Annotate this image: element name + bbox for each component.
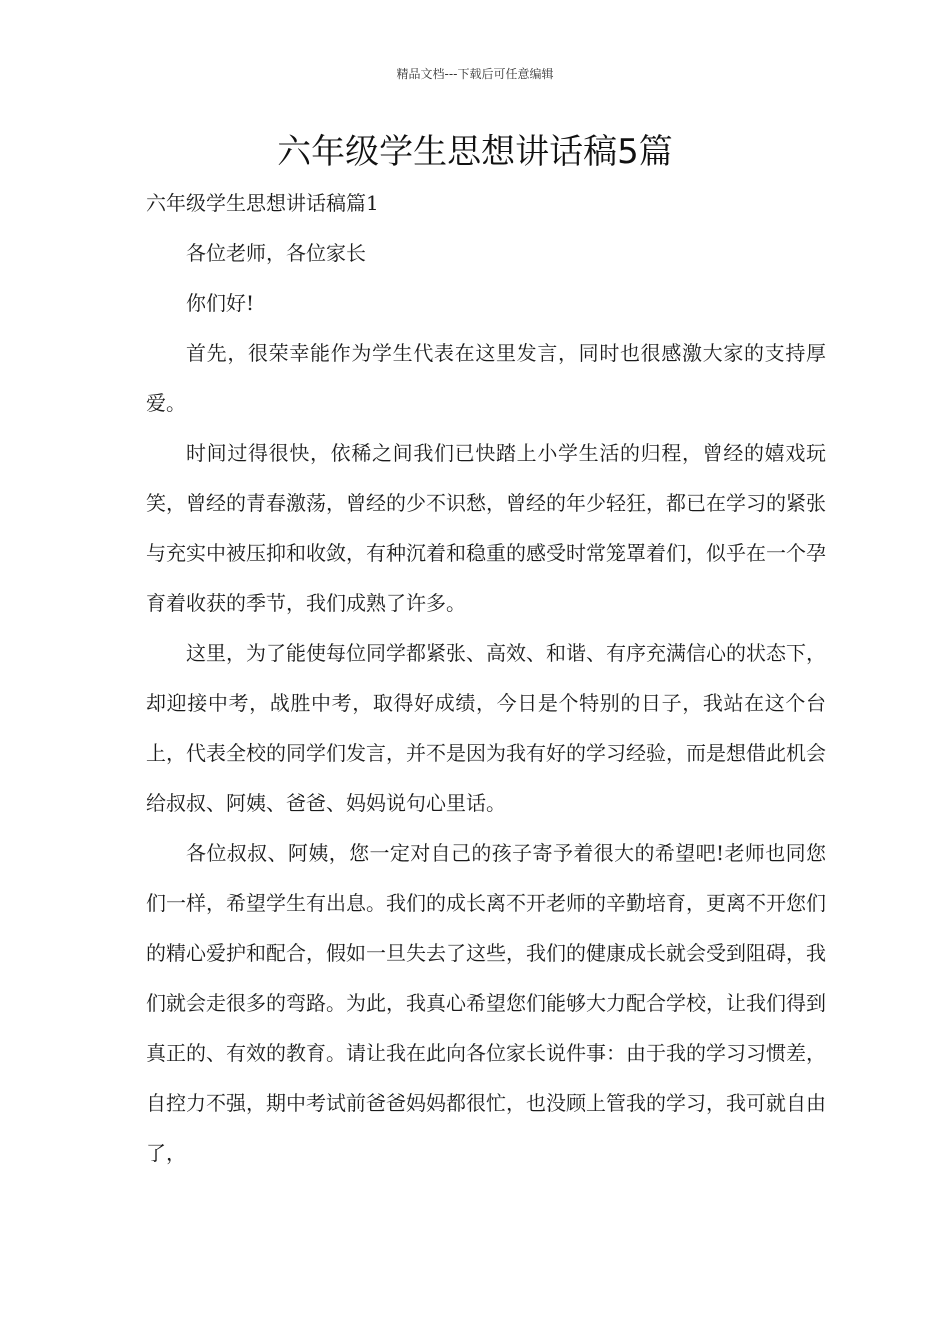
section-heading: 六年级学生思想讲话稿篇1: [146, 191, 379, 215]
header-note: 精品文档---下载后可任意编辑: [396, 67, 554, 81]
paragraph: 时间过得很快，依稀之间我们已快踏上小学生活的归程，曾经的嬉戏玩笑，曾经的青春激荡，曾经的少不识愁，曾经的年少轻狂，都已在学习的紧张与充实中被压抑和收敛，有种沉着和稳重的感受时常笼罩着们，似乎在一个孕育着收获的季节，我们成熟了许多。: [146, 441, 826, 615]
paragraph: 这里，为了能使每位同学都紧张、高效、和谐、有序充满信心的状态下，却迎接中考，战胜中考，取得好成绩，今日是个特别的日子，我站在这个台上，代表全校的同学们发言，并不是因为我有好的学习经验，而是想借此机会给叔叔、阿姨、爸爸、妈妈说句心里话。: [146, 641, 826, 815]
paragraph: 各位叔叔、阿姨，您一定对自己的孩子寄予着很大的希望吧!老师也同您们一样，希望学生有出息。我们的成长离不开老师的辛勤培育，更离不开您们的精心爱护和配合，假如一旦失去了这些，我们的健康成长就会受到阻碍，我们就会走很多的弯路。为此，我真心希望您们能够大力配合学校，让我们得到真正的、有效的教育。请让我在此向各位家长说件事：由于我的学习习惯差，自控力不强，期中考试前爸爸妈妈都很忙，也没顾上管我的学习，我可就自由了，: [146, 841, 826, 1165]
document-body: [146, 178, 826, 1178]
document-title: 六年级学生思想讲话稿5篇: [277, 132, 673, 172]
paragraph: 首先，很荣幸能作为学生代表在这里发言，同时也很感激大家的支持厚爱。: [146, 341, 826, 415]
paragraph-hello: 你们好!: [186, 291, 255, 315]
paragraph-greeting: 各位老师，各位家长: [186, 241, 366, 265]
